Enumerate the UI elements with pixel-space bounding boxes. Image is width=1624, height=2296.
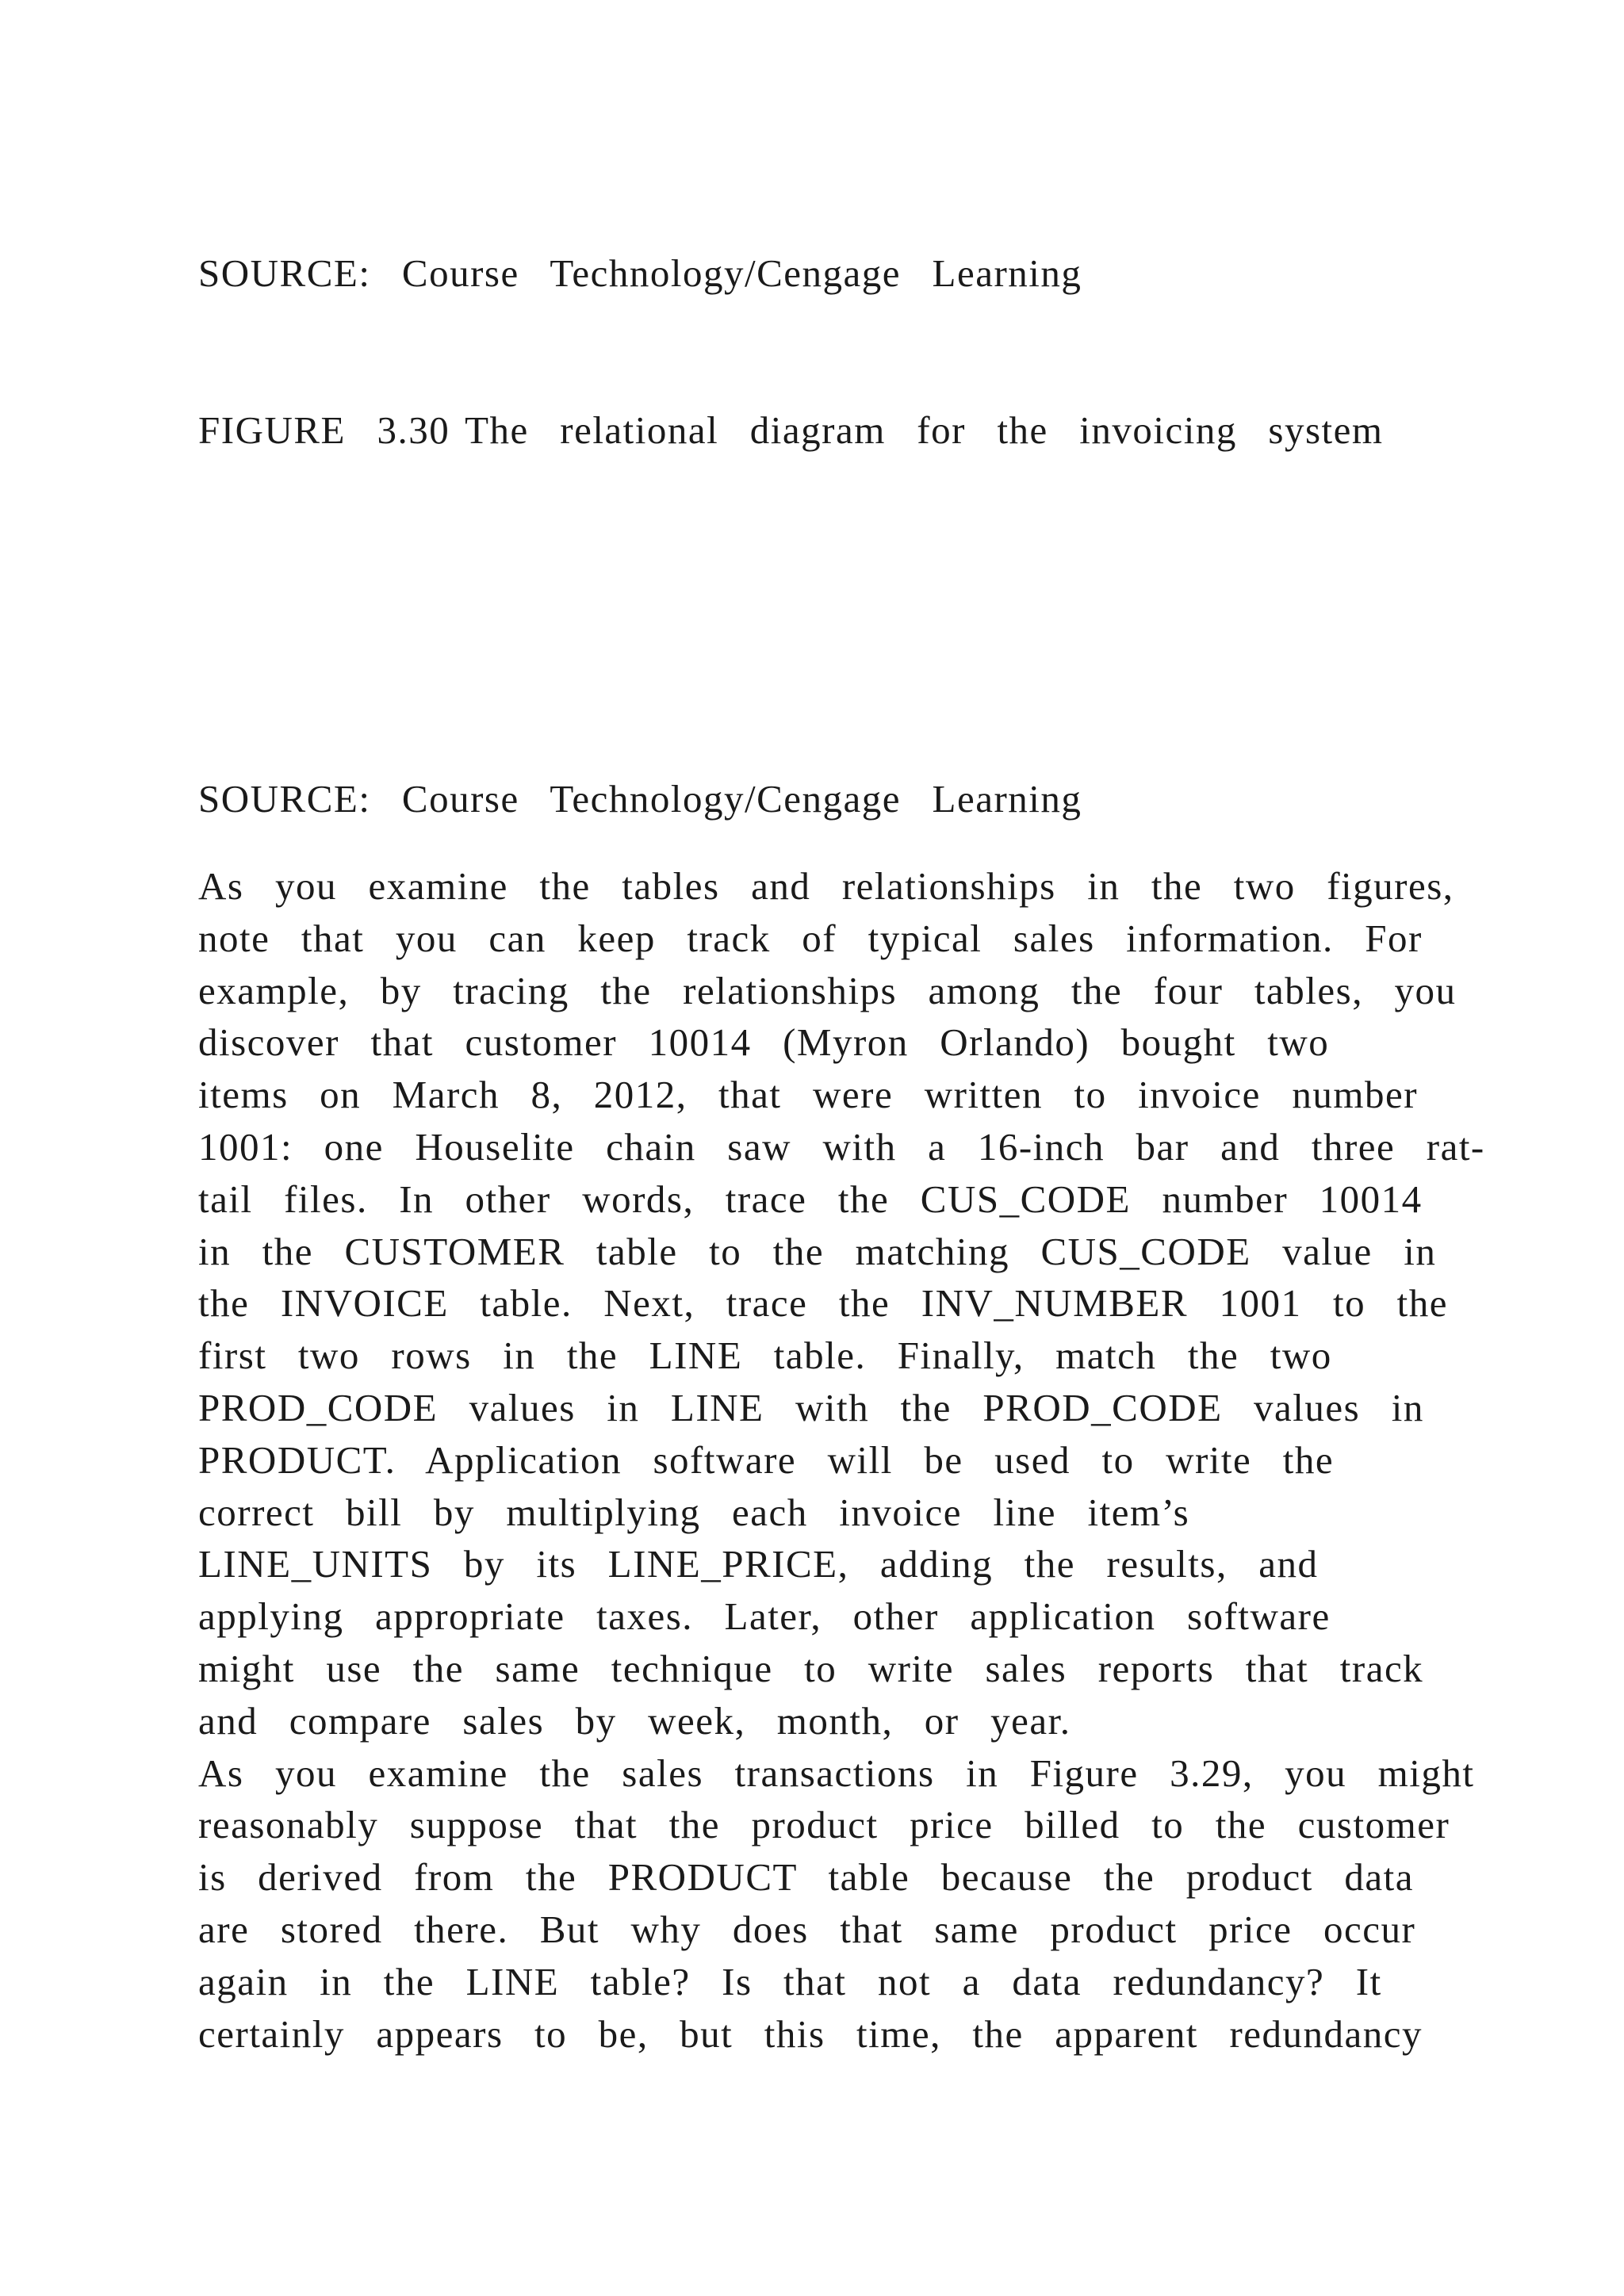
body-line: PRODUCT. Application software will be used to write the — [198, 1437, 1335, 1482]
body-line: As you examine the sales transactions in Figure 3.29, you might — [198, 1751, 1475, 1795]
body-line: are stored there. But why does that same product price occur — [198, 1907, 1416, 1951]
figure-caption: FIGURE 3.30 The relational diagram for the invoicing system — [198, 408, 1384, 452]
body-line: again in the LINE table? Is that not a data redundancy? It — [198, 1959, 1382, 2003]
source-credit-top: SOURCE: Course Technology/Cengage Learning — [198, 251, 1082, 295]
body-paragraphs — [198, 860, 1485, 2060]
body-line: tail files. In other words, trace the CUS_CODE number 10014 — [198, 1177, 1423, 1221]
body-line: the INVOICE table. Next, trace the INV_NUMBER 1001 to the — [198, 1281, 1448, 1326]
body-line: correct bill by multiplying each invoice line item’s — [198, 1490, 1190, 1534]
body-line: applying appropriate taxes. Later, other application software — [198, 1594, 1331, 1639]
body-line: discover that customer 10014 (Myron Orlando) bought two — [198, 1020, 1330, 1065]
body-line: in the CUSTOMER table to the matching CUS_CODE value in — [198, 1229, 1437, 1273]
body-line: is derived from the PRODUCT table because the product data — [198, 1855, 1414, 1900]
source-credit-bottom: SOURCE: Course Technology/Cengage Learning — [198, 777, 1082, 821]
body-line: LINE_UNITS by its LINE_PRICE, adding the results, and — [198, 1542, 1319, 1586]
body-line: might use the same technique to write sales reports that track — [198, 1646, 1424, 1690]
body-line: 1001: one Houselite chain saw with a 16-inch bar and three rat- — [198, 1124, 1485, 1169]
body-line: example, by tracing the relationships among the four tables, you — [198, 968, 1457, 1012]
body-line: note that you can keep track of typical sales information. For — [198, 916, 1423, 960]
body-line: certainly appears to be, but this time, the apparent redundancy — [198, 2011, 1423, 2056]
body-line: reasonably suppose that the product price billed to the customer — [198, 1803, 1450, 1847]
body-line: As you examine the tables and relationships in the two figures, — [198, 864, 1454, 908]
body-line: and compare sales by week, month, or year. — [198, 1698, 1071, 1743]
body-line: PROD_CODE values in LINE with the PROD_CODE values in — [198, 1385, 1424, 1429]
body-line: items on March 8, 2012, that were written to invoice number — [198, 1073, 1419, 1117]
body-line: first two rows in the LINE table. Finally, match the two — [198, 1334, 1332, 1378]
